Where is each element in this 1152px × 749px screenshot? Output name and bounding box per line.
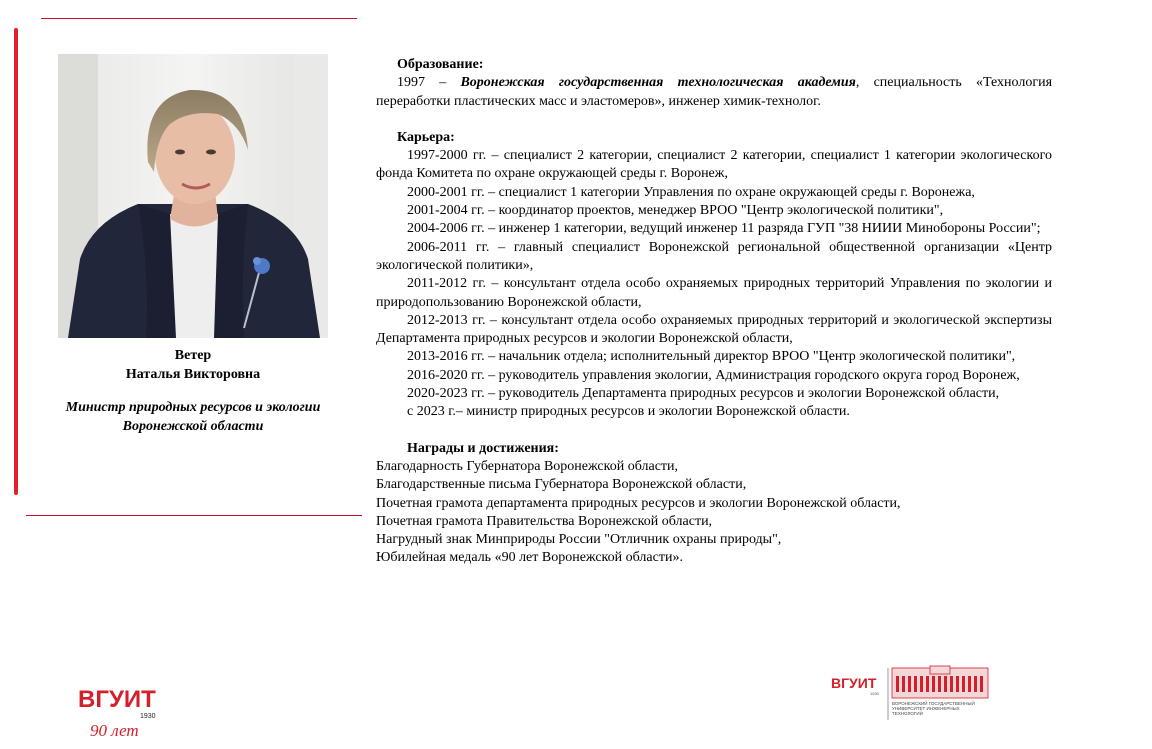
award-item: Почетная грамота департамента природных ресурсов и экологии Воронежской области, [376,495,901,511]
award-item: Почетная грамота Правительства Воронежской области, [376,513,713,529]
award-item: Юбилейная медаль «90 лет Воронежской области». [376,550,683,566]
career-item: 2011-2012 гг. – консультант отдела особо охраняемых природных территорий Управления по экологии и природопользованию Воронежской области, [376,276,1052,310]
bottom-divider [26,515,362,516]
award-item: Благодарность Губернатора Воронежской области, [376,458,679,474]
awards-heading: Награды и достижения: [407,440,559,456]
biography [376,56,1052,568]
logo-right-caption-1: ВОРОНЕЖСКИЙ ГОСУДАРСТВЕННЫЙ [892,701,975,706]
career-item: 1997-2000 гг. – специалист 2 категории, специалист 2 категории, специалист 1 категории экологического фонда Комитета по охране окружающей среды г. Воронеж, [376,148,1052,182]
career-item: 2000-2001 гг. – специалист 1 категории Управления по охране окружающей среды г. Воронежа, [407,184,975,200]
building-icon [892,666,988,698]
logo-right-text: ВГУИТ [831,675,877,691]
education-text [376,74,1052,111]
portrait-photo [58,54,328,338]
vguit-university-logo [830,664,1000,724]
person-position: Министр природных ресурсов и экологии Воронежской области [65,400,321,434]
award-item: Нагрудный знак Минприроды России "Отличник охраны природы", [376,532,782,548]
award-item: Благодарственные письма Губернатора Воронежской области, [376,477,747,493]
education-year: 1997 – [397,75,447,91]
person-surname: Ветер [174,348,212,363]
person-card [30,346,356,436]
career-item: 2004-2006 гг. – инженер 1 категории, ведущий инженер 11 разряда ГУП "38 НИИИ Минобороны России"; [407,221,1041,237]
career-item: с 2023 г.– министр природных ресурсов и экологии Воронежской области. [407,404,850,420]
education-details: , специальность «Технология переработки пластических масс и эластомеров», инженер химик-технолог. [376,75,1053,109]
logo-left-tagline: 90 лет [90,721,139,740]
accent-bar [14,28,18,495]
career-item: 2001-2004 гг. – координатор проектов, менеджер ВРОО "Центр экологической политики", [407,203,944,219]
person-given-names: Наталья Викторовна [125,367,261,382]
career-item: 2020-2023 гг. – руководитель Департамента природных ресурсов и экологии Воронежской области, [407,386,1000,402]
career-heading: Карьера: [397,129,455,145]
logo-right-caption-3: ТЕХНОЛОГИЙ [892,711,923,716]
logo-left-text: ВГУИТ [78,686,156,713]
logo-left-year: 1930 [140,713,156,720]
top-divider [41,18,357,19]
career-item: 2012-2013 гг. – консультант отдела особо охраняемых природных территорий и экологической экспертизы Департамента природных ресурсов и экологии Воронежской области, [376,312,1052,347]
logo-right-year: 1930 [870,691,879,696]
career-item: 2013-2016 гг. – начальник отдела; исполнительный директор ВРОО "Центр экологической политики", [407,349,1016,365]
career-item: 2016-2020 гг. – руководитель управления экологии, Администрация городского округа город Воронеж, [407,367,1020,383]
vguit-90-logo [76,684,176,744]
logo-right-caption-2: УНИВЕРСИТЕТ ИНЖЕНЕРНЫХ [892,706,960,711]
education-heading: Образование: [397,57,484,72]
education-institution: Воронежская государственная технологическая академия [460,75,856,91]
career-item: 2006-2011 гг. – главный специалист Воронежской региональной общественной организации «Центр экологической политики», [376,239,1052,273]
